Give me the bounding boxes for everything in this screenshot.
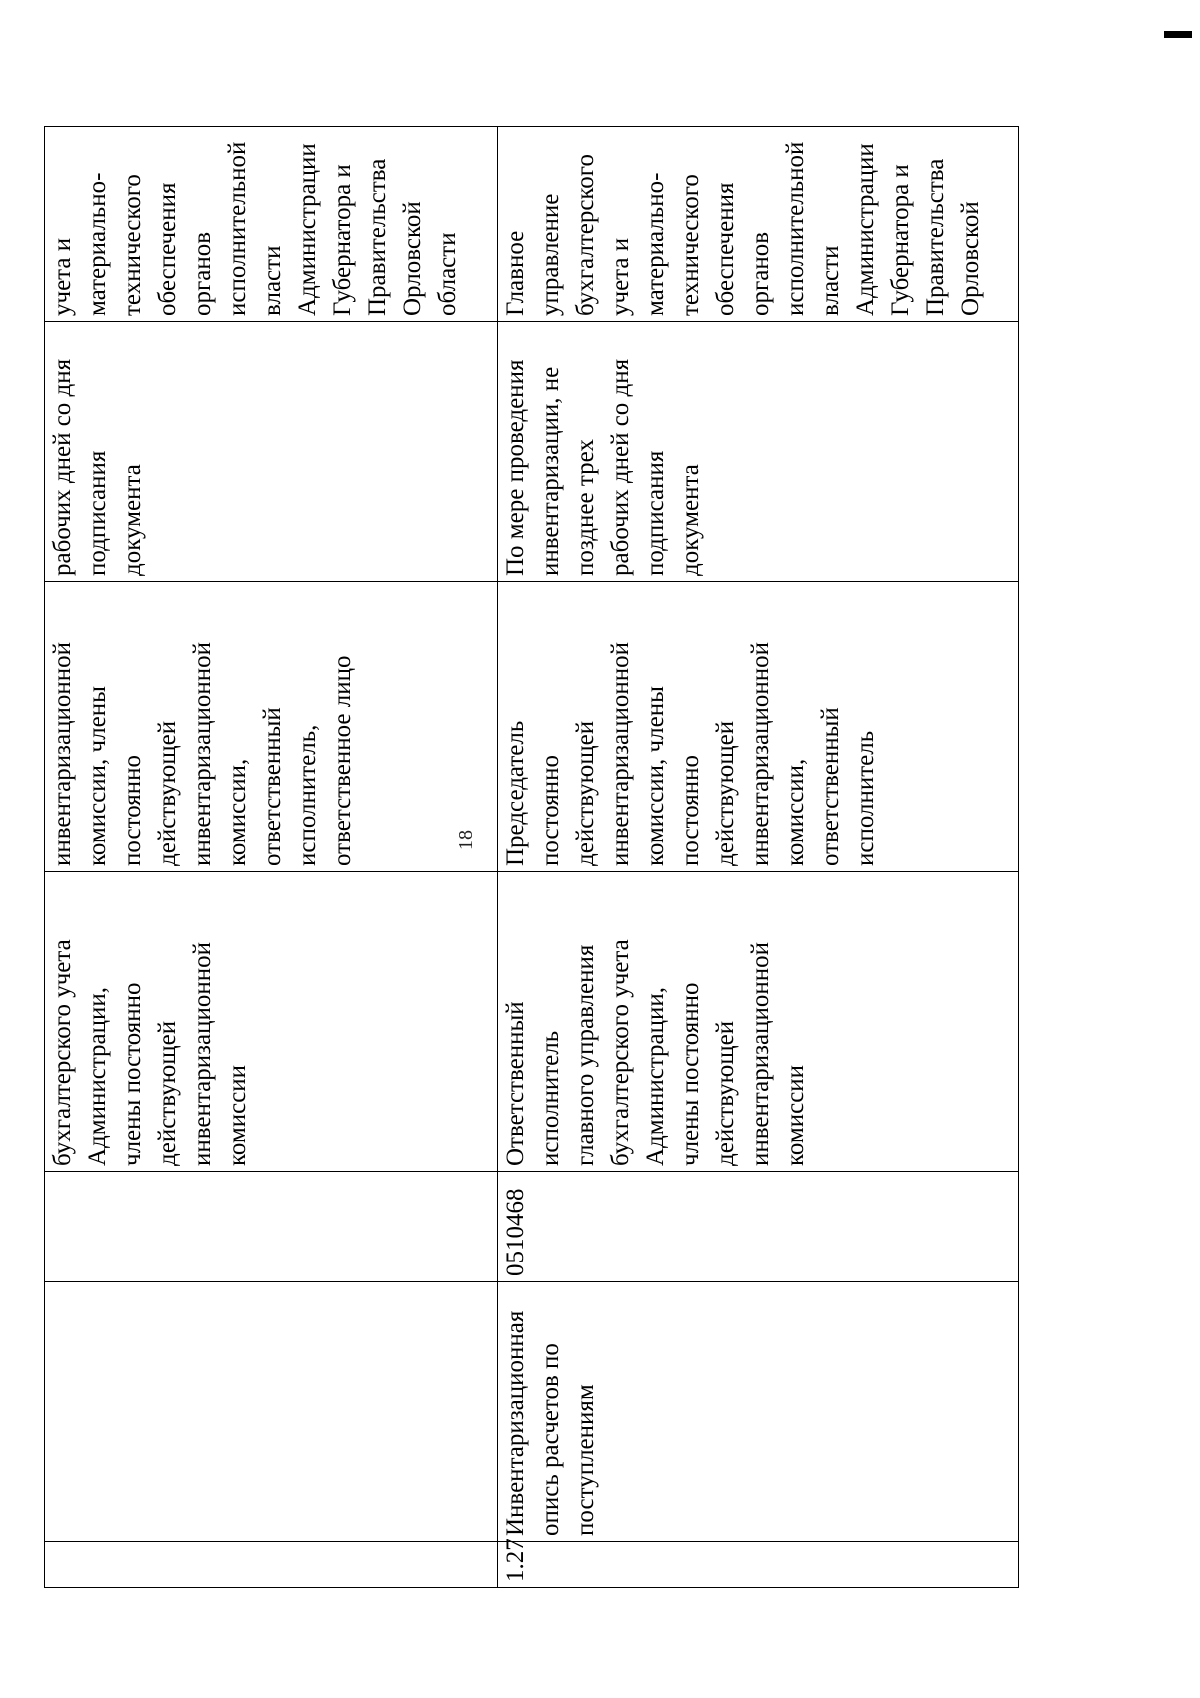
cell-number: 1.27	[498, 1542, 1019, 1588]
cell-responsible: Ответственный исполнитель главного управления бухгалтерского учета Администрации, члены постоянно действующей инвентаризационной комиссии	[498, 872, 1019, 1172]
cell-number	[45, 1542, 498, 1588]
table-row	[498, 127, 1019, 1588]
cell-participants: Председатель постоянно действующей инвентаризационной комиссии, члены постоянно действующей инвентаризационной комиссии, ответственный исполнитель	[498, 582, 1019, 872]
cell-participants: инвентаризационной комиссии, члены постоянно действующей инвентаризационной комиссии, ответственный исполнитель, ответственное лицо	[45, 582, 498, 872]
cell-responsible: бухгалтерского учета Администрации, члены постоянно действующей инвентаризационной комиссии	[45, 872, 498, 1172]
cell-deadline: рабочих дней со дня подписания документа	[45, 322, 498, 582]
scan-edge-mark	[1164, 31, 1192, 38]
cell-deadline: По мере проведения инвентаризации, не позднее трех рабочих дней со дня подписания документа	[498, 322, 1019, 582]
page-number: 18	[455, 830, 477, 850]
table-row	[45, 127, 498, 1588]
cell-recipient: Главное управление бухгалтерского учета и материально- технического обеспечения органов исполнительной власти Администрации Губернатора и Правительства Орловской	[498, 127, 1019, 322]
cell-form-code: 0510468	[498, 1172, 1019, 1282]
cell-recipient: учета и материально- технического обеспечения органов исполнительной власти Администрации Губернатора и Правительства Орловской области	[45, 127, 498, 322]
cell-form-code	[45, 1172, 498, 1282]
cell-document-name: Инвентаризационная опись расчетов по поступлениям	[498, 1282, 1019, 1542]
document-table	[44, 126, 1019, 1588]
cell-document-name	[45, 1282, 498, 1542]
rotated-table-sheet	[44, 127, 1024, 1588]
